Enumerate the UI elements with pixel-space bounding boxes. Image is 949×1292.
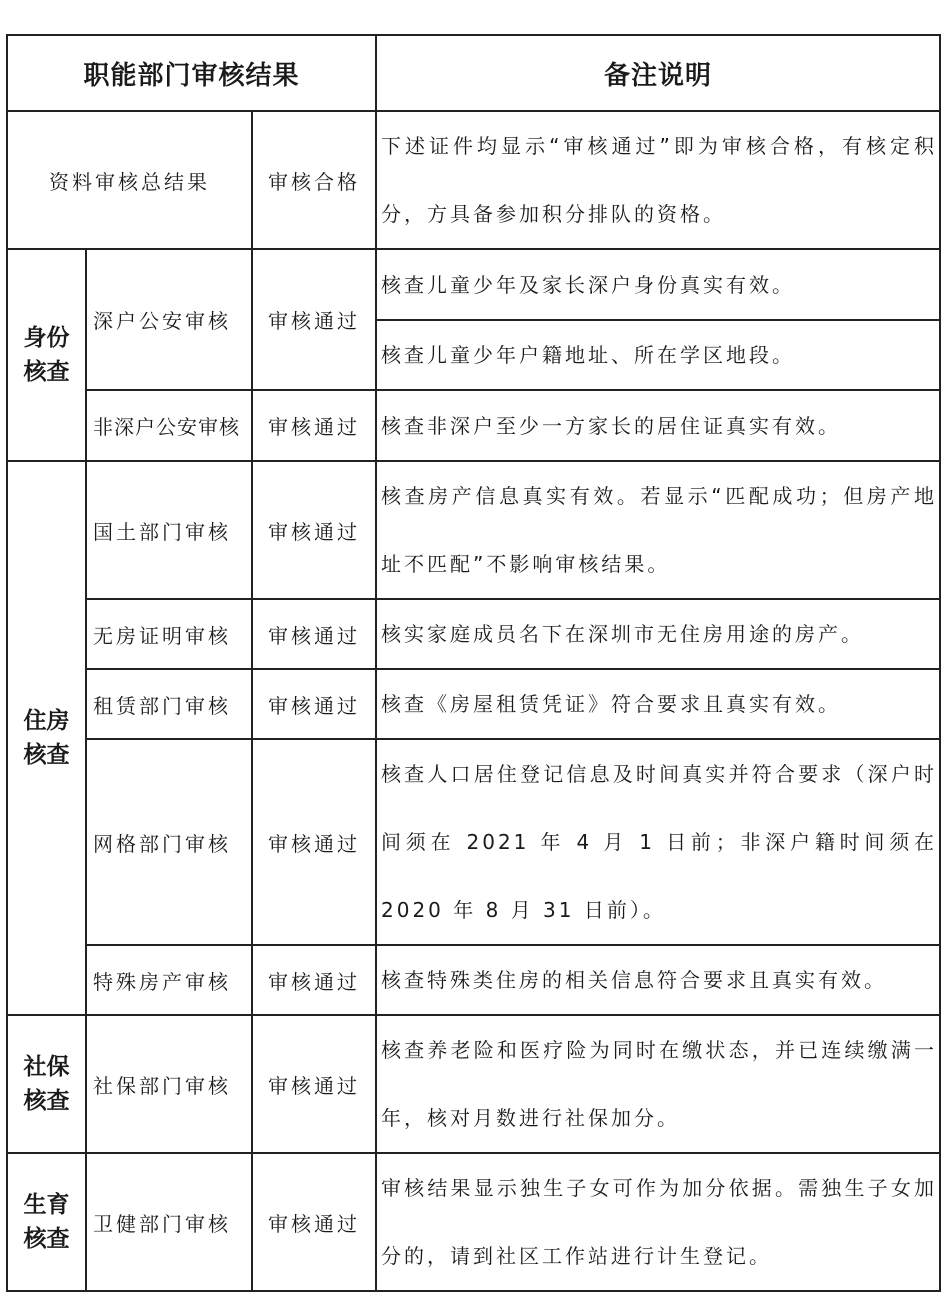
group-label-line: 社保 bbox=[23, 1054, 70, 1080]
group-label-line: 核查 bbox=[23, 1226, 70, 1252]
table-row bbox=[7, 945, 940, 1015]
audit-status: 审核通过 bbox=[252, 739, 376, 945]
audit-status: 审核通过 bbox=[252, 390, 376, 461]
group-label-line: 身份 bbox=[23, 325, 70, 351]
remark-text: 核查养老险和医疗险为同时在缴状态，并已连续缴满一年，核对月数进行社保加分。 bbox=[376, 1015, 940, 1153]
remark-text: 审核结果显示独生子女可作为加分依据。需独生子女加分的，请到社区工作站进行计生登记。 bbox=[376, 1153, 940, 1291]
group-label-social bbox=[7, 1015, 86, 1153]
table-row bbox=[7, 599, 940, 669]
group-label-housing bbox=[7, 461, 86, 1015]
remark-text: 核查非深户至少一方家长的居住证真实有效。 bbox=[376, 390, 940, 461]
audit-status: 审核通过 bbox=[252, 461, 376, 599]
audit-status: 审核通过 bbox=[252, 1015, 376, 1153]
audit-status: 审核通过 bbox=[252, 945, 376, 1015]
audit-status: 审核通过 bbox=[252, 249, 376, 390]
header-dept-results: 职能部门审核结果 bbox=[7, 35, 376, 111]
table-header-row bbox=[7, 35, 940, 111]
dept-name: 社保部门审核 bbox=[86, 1015, 252, 1153]
dept-name: 特殊房产审核 bbox=[86, 945, 252, 1015]
audit-status: 审核通过 bbox=[252, 669, 376, 739]
remark-text: 核查儿童少年户籍地址、所在学区地段。 bbox=[376, 320, 940, 390]
remark-text: 核查儿童少年及家长深户身份真实有效。 bbox=[376, 249, 940, 320]
audit-status: 审核通过 bbox=[252, 1153, 376, 1291]
group-label-identity bbox=[7, 249, 86, 461]
group-label-birth bbox=[7, 1153, 86, 1291]
table-row bbox=[7, 249, 940, 320]
remark-text: 核实家庭成员名下在深圳市无住房用途的房产。 bbox=[376, 599, 940, 669]
group-label-line: 生育 bbox=[23, 1192, 70, 1218]
remark-text: 核查房产信息真实有效。若显示“匹配成功；但房产地址不匹配”不影响审核结果。 bbox=[376, 461, 940, 599]
summary-label: 资料审核总结果 bbox=[7, 111, 252, 249]
summary-row bbox=[7, 111, 940, 249]
group-label-line: 核查 bbox=[23, 742, 70, 768]
dept-name: 租赁部门审核 bbox=[86, 669, 252, 739]
remark-text: 核查特殊类住房的相关信息符合要求且真实有效。 bbox=[376, 945, 940, 1015]
table-row bbox=[7, 461, 940, 599]
group-label-line: 核查 bbox=[23, 359, 70, 385]
table-row bbox=[7, 390, 940, 461]
summary-note: 下述证件均显示“审核通过”即为审核合格，有核定积分，方具备参加积分排队的资格。 bbox=[376, 111, 940, 249]
table-row bbox=[7, 1015, 940, 1153]
remark-text: 核查人口居住登记信息及时间真实并符合要求（深户时间须在 2021 年 4 月 1 日前；非深户籍时间须在 2020 年 8 月 31 日前）。 bbox=[376, 739, 940, 945]
audit-status: 审核通过 bbox=[252, 599, 376, 669]
table-row bbox=[7, 1153, 940, 1291]
summary-result: 审核合格 bbox=[252, 111, 376, 249]
dept-name: 网格部门审核 bbox=[86, 739, 252, 945]
audit-result-table bbox=[6, 34, 941, 1292]
group-label-line: 住房 bbox=[23, 708, 70, 734]
remark-text: 核查《房屋租赁凭证》符合要求且真实有效。 bbox=[376, 669, 940, 739]
table-row bbox=[7, 739, 940, 945]
header-remarks: 备注说明 bbox=[376, 35, 940, 111]
table-row bbox=[7, 669, 940, 739]
dept-name: 非深户公安审核 bbox=[86, 390, 252, 461]
dept-name: 卫健部门审核 bbox=[86, 1153, 252, 1291]
dept-name: 国土部门审核 bbox=[86, 461, 252, 599]
group-label-line: 核查 bbox=[23, 1088, 70, 1114]
dept-name: 无房证明审核 bbox=[86, 599, 252, 669]
dept-name: 深户公安审核 bbox=[86, 249, 252, 390]
